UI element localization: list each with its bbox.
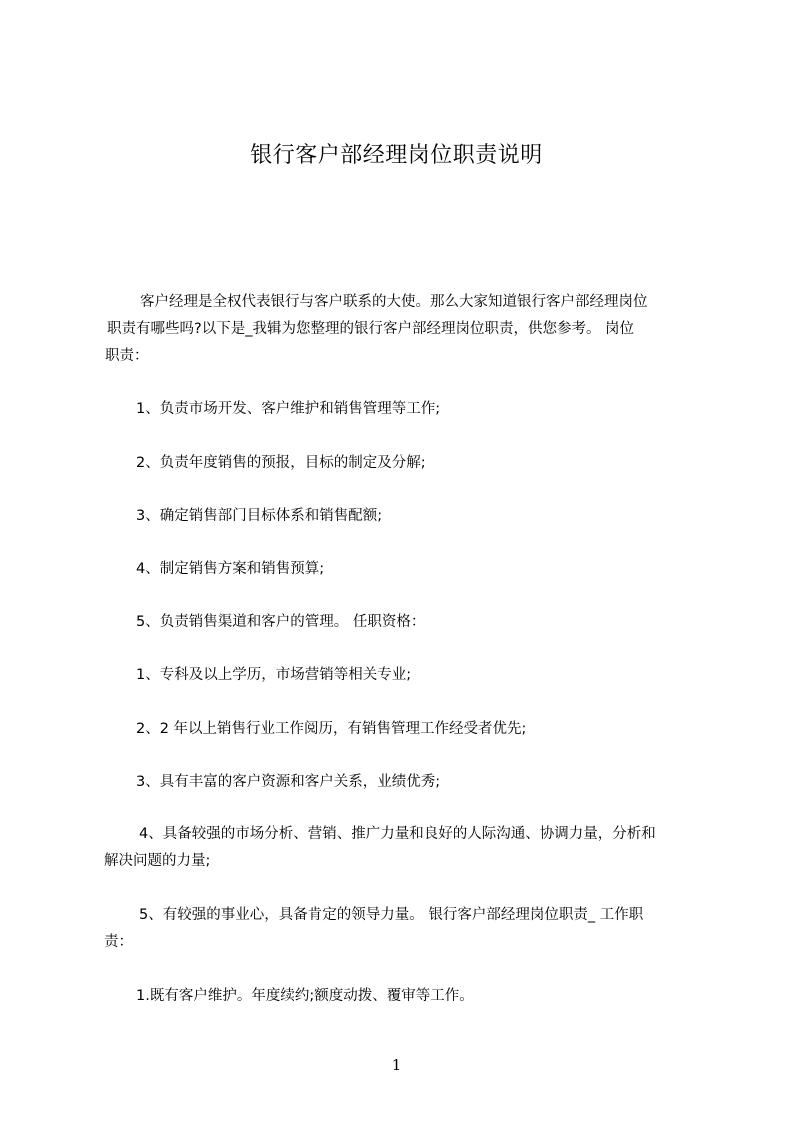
qualification-item-5-line-1: 5、有较强的事业心，具备肯定的领导力量。 银行客户部经理岗位职责_ 工作职: [139, 907, 644, 923]
intro-line-2: 职责有哪些吗?以下是_我辑为您整理的银行客户部经理岗位职责，供您参考。 岗位: [107, 321, 635, 337]
qualification-item-4-line-2: 解决问题的力量;: [104, 853, 211, 869]
duty-item-1: 1、负责市场开发、客户维护和销售管理等工作;: [136, 401, 441, 417]
duty-item-3: 3、确定销售部门目标体系和销售配额;: [136, 508, 383, 524]
intro-line-3: 职责：: [105, 348, 149, 364]
duty-item-2: 2、负责年度销售的预报，目标的制定及分解;: [136, 455, 426, 471]
work-duty-item-1: 1.既有客户维护。年度续约;额度动拨、覆审等工作。: [136, 988, 474, 1004]
qualification-item-5-line-2: 责：: [104, 934, 133, 950]
qualification-item-2: 2、2 年以上销售行业工作阅历，有销售管理工作经受者优先;: [136, 721, 527, 737]
document-title: 银行客户部经理岗位职责说明: [250, 143, 543, 168]
duty-item-5: 5、负责销售渠道和客户的管理。 任职资格：: [136, 614, 426, 630]
page-number: 1: [391, 1056, 402, 1074]
qualification-item-1: 1、专科及以上学历，市场营销等相关专业;: [136, 667, 412, 683]
intro-line-1: 客户经理是全权代表银行与客户联系的大使。那么大家知道银行客户部经理岗位: [140, 294, 648, 310]
duty-item-4: 4、制定销售方案和销售预算;: [136, 561, 325, 577]
qualification-item-4-line-1: 4、具备较强的市场分析、营销、推广力量和良好的人际沟通、协调力量，分析和: [139, 826, 656, 842]
qualification-item-3: 3、具有丰富的客户资源和客户关系，业绩优秀;: [136, 774, 441, 790]
